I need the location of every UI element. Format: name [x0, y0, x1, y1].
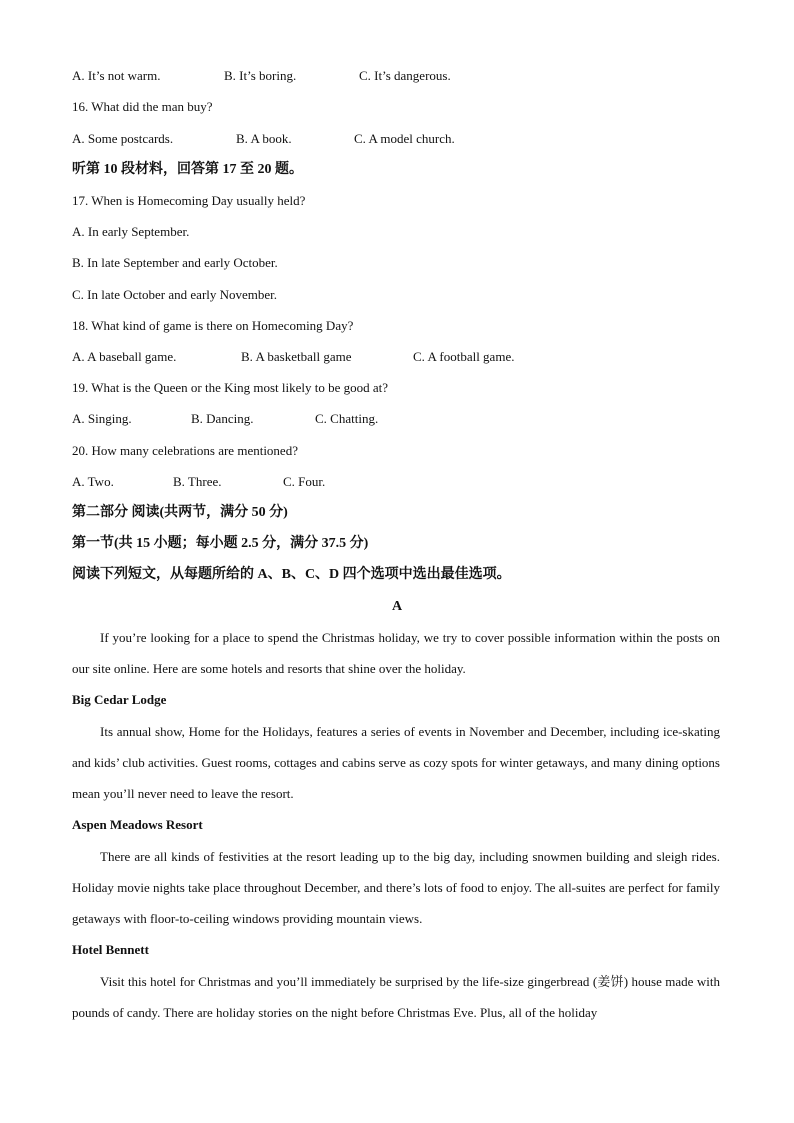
q20-option-b: B. Three. — [173, 474, 222, 489]
q16-stem: 16. What did the man buy? — [72, 99, 213, 114]
q18-stem: 18. What kind of game is there on Homecoming Day? — [72, 318, 354, 333]
q20-stem: 20. How many celebrations are mentioned? — [72, 443, 298, 458]
q19-option-a: A. Singing. — [72, 411, 132, 426]
section1-title: 第一节(共 15 小题；每小题 2.5 分，满分 37.5 分) — [72, 536, 369, 551]
q19-option-c: C. Chatting. — [315, 411, 379, 426]
q17-option-c: C. In late October and early November. — [72, 287, 278, 302]
hotel-name-hotel-bennett: Hotel Bennett — [72, 942, 149, 957]
q17-option-b: B. In late September and early October. — [72, 255, 278, 270]
section10-instruction: 听第 10 段材料，回答第 17 至 20 题。 — [72, 162, 303, 177]
reading-instruction: 阅读下列短文，从每题所给的 A、B、C、D 四个选项中选出最佳选项。 — [72, 567, 511, 582]
q19-stem: 19. What is the Queen or the King most likely to be good at? — [72, 380, 389, 395]
q18-option-c: C. A football game. — [413, 349, 515, 364]
q19-option-b: B. Dancing. — [191, 411, 254, 426]
q16-option-a: A. Some postcards. — [72, 131, 174, 146]
q15-option-a: A. It’s not warm. — [72, 68, 161, 83]
intro-paragraph: If you’re looking for a place to spend the Christmas holiday, we try to cover possible information within the posts on our site online. Here are some hotels and resorts that shine over the holiday. — [72, 630, 720, 677]
q17-option-a: A. In early September. — [72, 224, 190, 239]
q16-option-b: B. A book. — [236, 131, 292, 146]
q20-option-c: C. Four. — [283, 474, 326, 489]
q18-option-b: B. A basketball game — [241, 349, 352, 364]
hotel-description-hotel-bennett: Visit this hotel for Christmas and you’ll immediately be surprised by the life-size gingerbread (姜饼) house made with pounds of candy. There are holiday stories on the night before Christmas Eve. Plus, all of the holiday — [72, 974, 720, 1021]
hotel-name-aspen-meadows-resort: Aspen Meadows Resort — [72, 817, 203, 832]
q20-option-a: A. Two. — [72, 474, 114, 489]
part2-title: 第二部分 阅读(共两节，满分 50 分) — [72, 505, 288, 520]
q16-option-c: C. A model church. — [354, 131, 455, 146]
hotel-name-big-cedar-lodge: Big Cedar Lodge — [72, 692, 167, 707]
q15-option-c: C. It’s dangerous. — [359, 68, 451, 83]
q18-option-a: A. A baseball game. — [72, 349, 177, 364]
hotel-description-aspen-meadows-resort: There are all kinds of festivities at the resort leading up to the big day, including snowmen building and sleigh rides. Holiday movie nights take place throughout December, and there’s lots of food to enjoy. The all-suites are perfect for family getaways with floor-to-ceiling windows providing mountain views. — [72, 849, 720, 927]
q17-stem: 17. When is Homecoming Day usually held? — [72, 193, 306, 208]
q15-option-b: B. It’s boring. — [224, 68, 297, 83]
hotel-description-big-cedar-lodge: Its annual show, Home for the Holidays, features a series of events in November and December, including ice-skating and kids’ club activities. Guest rooms, cottages and cabins serve as cozy spots for winter getaways, and many dining options mean you’ll never need to leave the resort. — [72, 724, 720, 802]
passage-label: A — [391, 599, 403, 614]
